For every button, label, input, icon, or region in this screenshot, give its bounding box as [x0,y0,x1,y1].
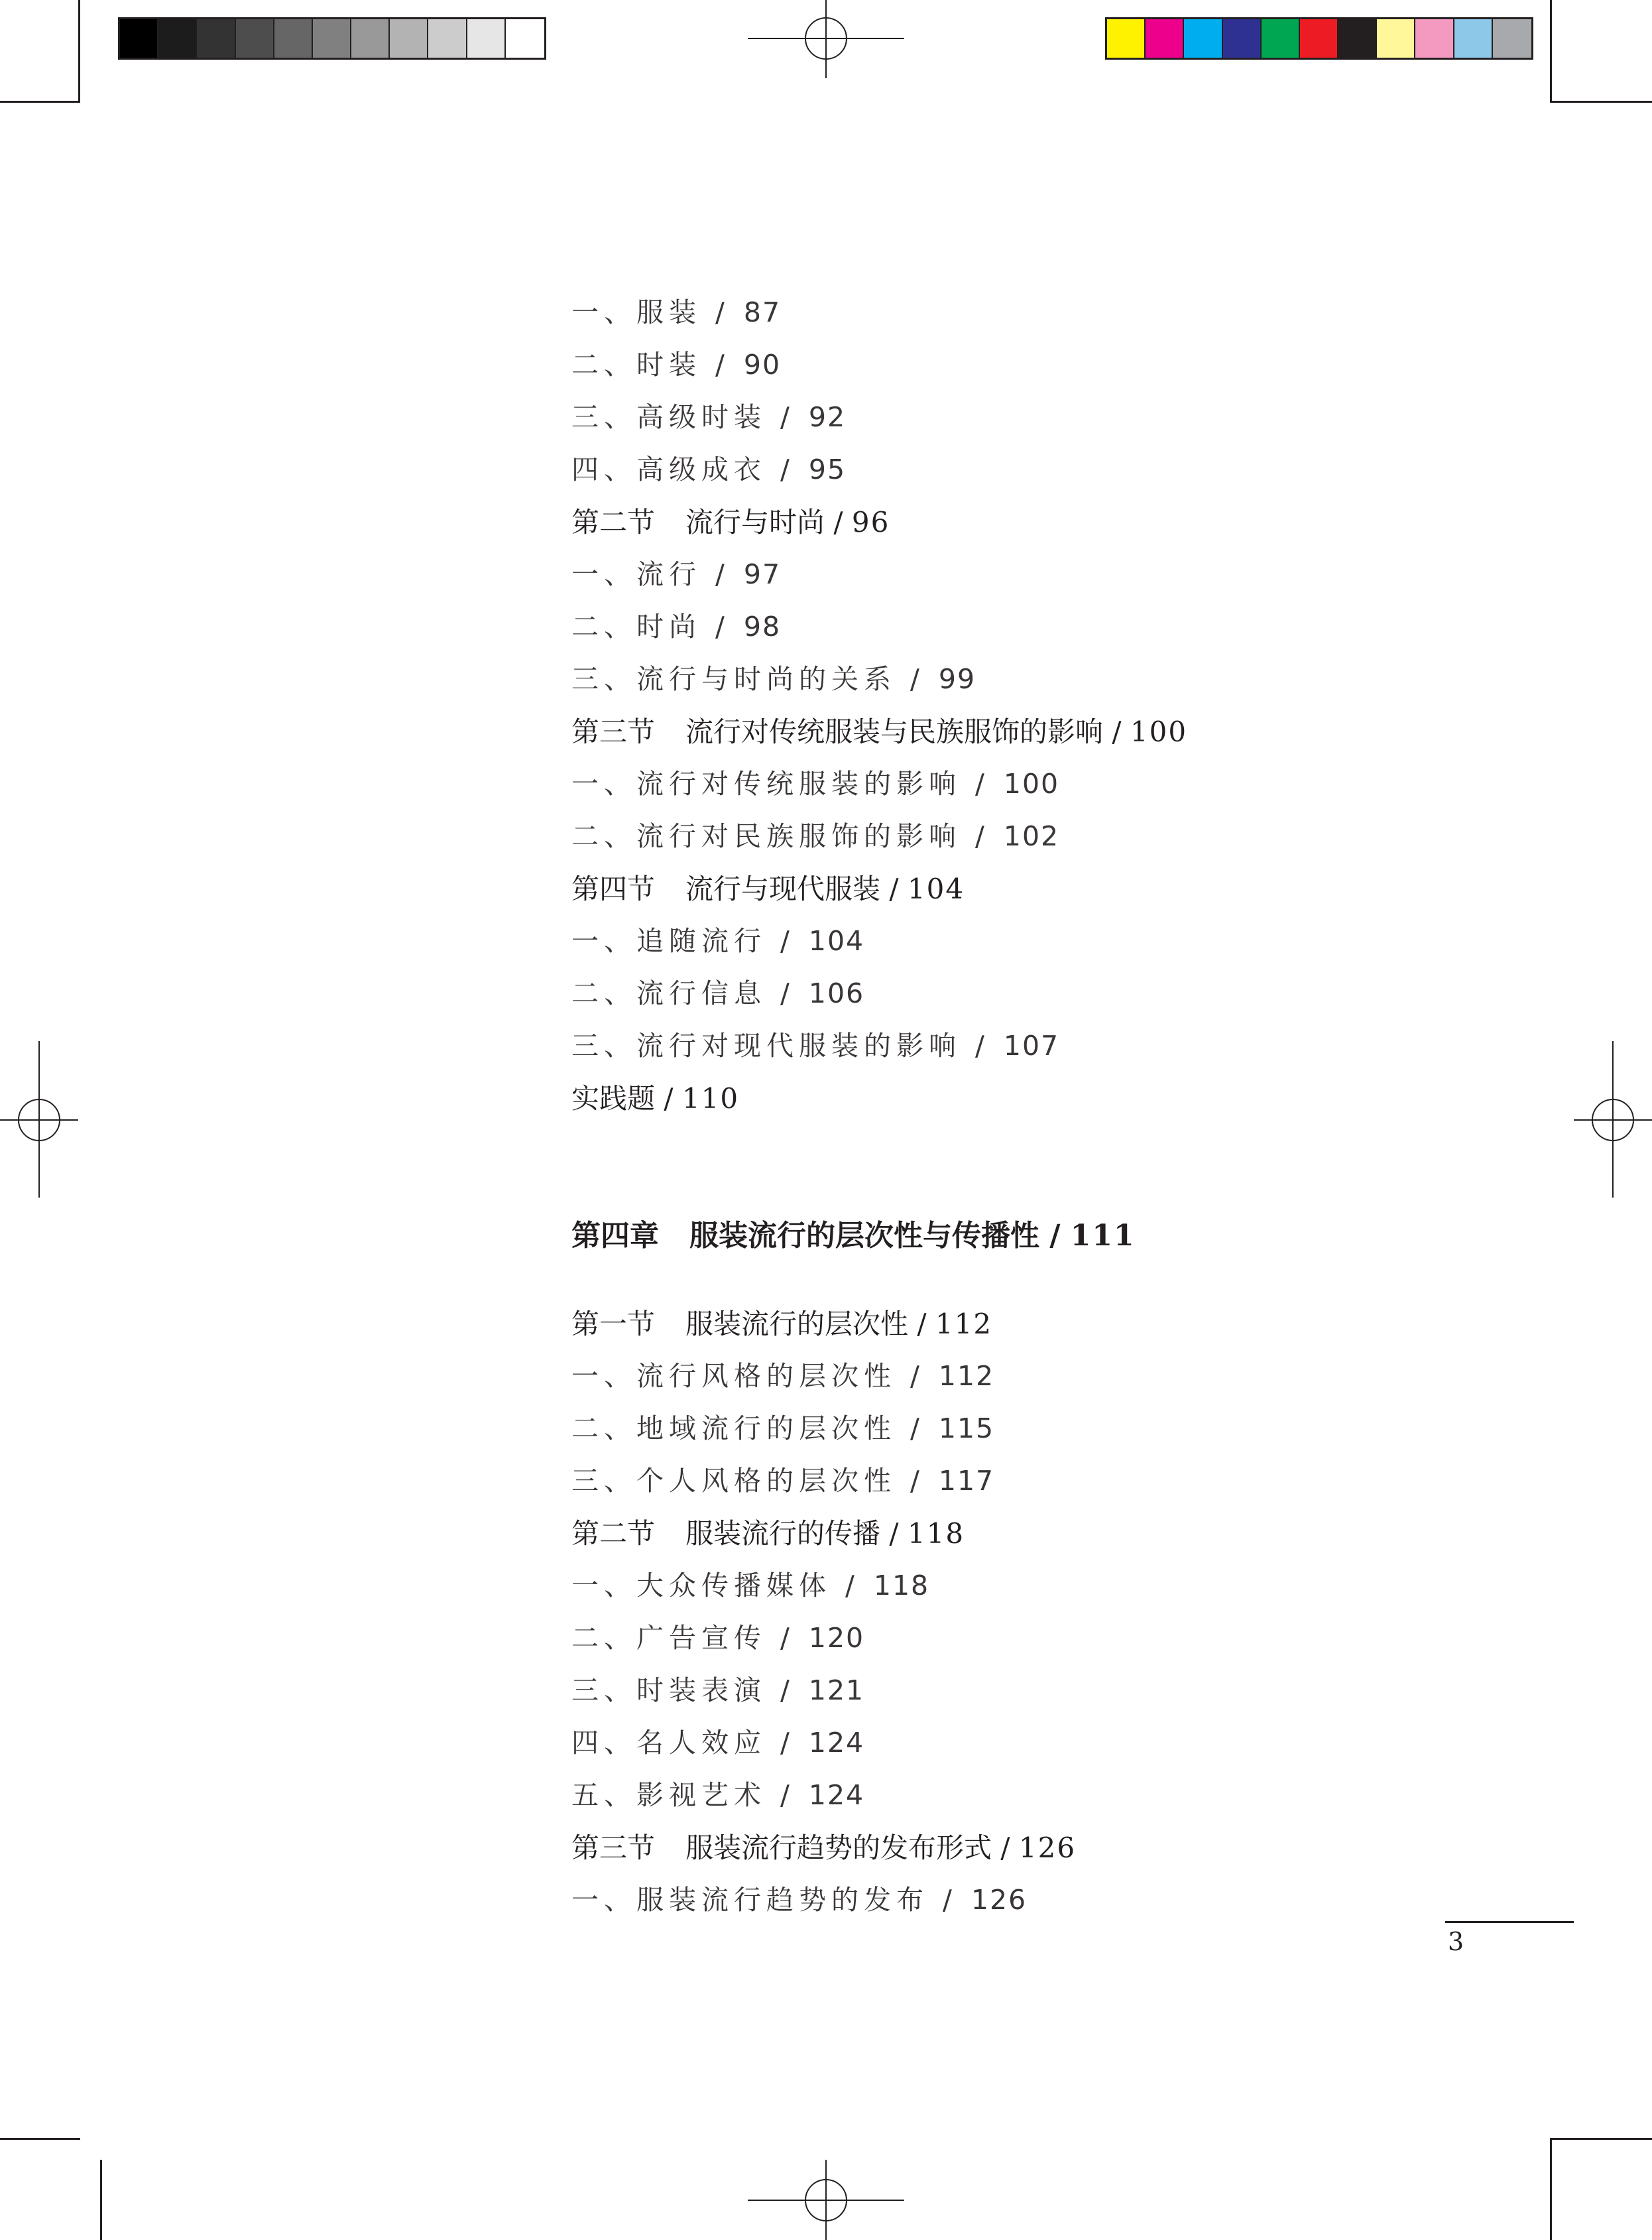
page-number: 3 [1448,1927,1464,1956]
toc-item-entry [571,601,1566,653]
entry-page: 126 [1018,1832,1077,1864]
color-swatch [1223,19,1262,58]
color-swatch [1262,19,1300,58]
toc-separator: / [992,1832,1019,1864]
table-of-contents [571,286,1566,1926]
entry-page: 106 [808,977,865,1009]
entry-title: 二、时尚 [571,611,701,643]
grayscale-color-bar [118,17,546,60]
entry-page: 120 [808,1622,865,1654]
toc-item-entry [571,339,1566,391]
color-swatch [274,19,313,58]
entry-page: 121 [808,1674,865,1706]
folio-rule [1445,1921,1574,1923]
toc-separator: / [766,1674,809,1706]
toc-block-chapter-four [571,1298,1566,1926]
color-swatch [120,19,158,58]
chapter-title: 服装流行的层次性与传播性 [689,1219,1039,1253]
entry-page: 117 [938,1465,995,1497]
entry-page: 107 [1003,1030,1060,1062]
color-swatch [1338,19,1377,58]
toc-section-entry [571,496,1566,548]
toc-separator: / [766,977,809,1009]
toc-section-entry [571,1507,1566,1560]
toc-item-entry [571,1769,1566,1822]
entry-title: 服装流行的层次性 [685,1308,909,1340]
entry-title: 服装流行趋势的发布形式 [685,1832,992,1864]
toc-separator: / [766,454,809,485]
toc-separator: / [766,1622,809,1654]
entry-page: 124 [808,1727,865,1759]
entry-title: 二、地域流行的层次性 [571,1412,896,1444]
entry-title: 实践题 [571,1082,656,1115]
entry-title: 流行对传统服装与民族服饰的影响 [685,716,1104,748]
toc-separator: / [929,1884,971,1916]
toc-section-entry [571,863,1566,915]
entry-page: 97 [743,558,782,590]
entry-title: 一、大众传播媒体 [571,1570,831,1601]
entry-title: 二、时装 [571,349,701,381]
color-swatch [1415,19,1454,58]
entry-page: 110 [681,1082,740,1115]
color-swatch [1107,19,1146,58]
toc-item-entry [571,1612,1566,1664]
toc-separator: / [831,1570,874,1601]
chapter-page: 111 [1070,1219,1136,1253]
toc-item-entry [571,391,1566,444]
entry-title: 三、高级时装 [571,401,766,433]
toc-item-entry [571,967,1566,1020]
section-number: 第二节 [571,506,656,538]
chapter-number: 第四章 [571,1219,659,1253]
toc-item-entry [571,1560,1566,1612]
color-swatch [428,19,467,58]
entry-title: 一、服装流行趋势的发布 [571,1884,929,1916]
toc-item-entry [571,1402,1566,1455]
entry-title: 流行与时尚 [685,506,825,538]
toc-separator: / [701,611,744,643]
entry-page: 104 [808,925,865,957]
toc-item-entry [571,1717,1566,1769]
toc-separator: / [1049,1219,1061,1253]
color-swatch [313,19,351,58]
toc-item-entry [571,653,1566,706]
entry-page: 112 [938,1360,995,1392]
entry-title: 三、流行与时尚的关系 [571,663,896,695]
entry-title: 二、广告宣传 [571,1622,766,1654]
process-color-bar [1105,17,1533,60]
entry-title: 三、时装表演 [571,1674,766,1706]
toc-item-entry [571,1874,1566,1926]
entry-page: 124 [808,1779,865,1811]
color-swatch [197,19,235,58]
toc-separator: / [961,1030,1004,1062]
entry-page: 118 [907,1517,965,1550]
entry-page: 104 [907,873,965,905]
toc-separator: / [896,1360,939,1392]
color-swatch [158,19,197,58]
color-swatch [467,19,506,58]
entry-page: 96 [851,506,890,538]
entry-title: 服装流行的传播 [685,1517,881,1550]
toc-separator: / [766,1779,809,1811]
entry-page: 98 [743,611,782,643]
toc-separator: / [766,1727,809,1759]
entry-title: 四、高级成衣 [571,454,766,485]
color-swatch [1184,19,1222,58]
color-swatch [1146,19,1184,58]
toc-chapter-heading [571,1210,1566,1262]
toc-item-entry [571,758,1566,810]
entry-title: 一、流行 [571,558,701,590]
toc-item-entry [571,1455,1566,1507]
toc-separator: / [880,873,908,905]
toc-separator: / [896,1412,939,1444]
color-swatch [1300,19,1338,58]
entry-page: 112 [935,1308,993,1340]
section-number: 第一节 [571,1308,656,1340]
entry-page: 99 [938,663,976,695]
toc-item-entry [571,1664,1566,1717]
toc-section-entry [571,706,1566,758]
toc-separator: / [766,401,809,433]
toc-separator: / [961,768,1004,800]
toc-item-entry [571,286,1566,339]
entry-page: 95 [808,454,847,485]
entry-title: 流行与现代服装 [685,873,881,905]
entry-page: 90 [743,349,782,381]
toc-separator: / [701,296,744,328]
toc-separator: / [825,506,852,538]
entry-title: 一、服装 [571,296,701,328]
color-swatch [1377,19,1415,58]
entry-page: 92 [808,401,847,433]
section-number: 第三节 [571,716,656,748]
toc-separator: / [1103,716,1130,748]
toc-section-entry [571,1298,1566,1350]
toc-item-entry [571,1020,1566,1072]
toc-separator: / [880,1517,908,1550]
color-swatch [351,19,390,58]
toc-separator: / [961,820,1004,852]
toc-separator: / [701,558,744,590]
toc-separator: / [655,1082,682,1115]
toc-separator: / [701,349,744,381]
toc-item-entry [571,810,1566,863]
toc-item-entry [571,548,1566,601]
color-swatch [506,19,544,58]
toc-section-entry [571,1072,1566,1125]
entry-page: 102 [1003,820,1060,852]
color-swatch [236,19,274,58]
color-swatch [1454,19,1493,58]
entry-title: 一、流行风格的层次性 [571,1360,896,1392]
section-number: 第四节 [571,873,656,905]
color-swatch [390,19,428,58]
color-swatch [1493,19,1531,58]
toc-item-entry [571,915,1566,967]
entry-page: 87 [743,296,782,328]
toc-block-chapter-three-continued [571,286,1566,1125]
toc-item-entry [571,1350,1566,1402]
toc-separator: / [896,663,939,695]
toc-separator: / [896,1465,939,1497]
entry-page: 126 [971,1884,1028,1916]
section-number: 第二节 [571,1517,656,1550]
entry-title: 一、流行对传统服装的影响 [571,768,961,800]
section-number: 第三节 [571,1832,656,1864]
entry-title: 三、个人风格的层次性 [571,1465,896,1497]
entry-page: 118 [873,1570,930,1601]
entry-title: 二、流行对民族服饰的影响 [571,820,961,852]
entry-title: 三、流行对现代服装的影响 [571,1030,961,1062]
entry-page: 100 [1130,716,1188,748]
toc-separator: / [908,1308,935,1340]
entry-title: 二、流行信息 [571,977,766,1009]
toc-section-entry [571,1822,1566,1874]
entry-title: 五、影视艺术 [571,1779,766,1811]
entry-title: 四、名人效应 [571,1727,766,1759]
toc-separator: / [766,925,809,957]
entry-title: 一、追随流行 [571,925,766,957]
toc-item-entry [571,444,1566,496]
entry-page: 100 [1003,768,1060,800]
entry-page: 115 [938,1412,995,1444]
